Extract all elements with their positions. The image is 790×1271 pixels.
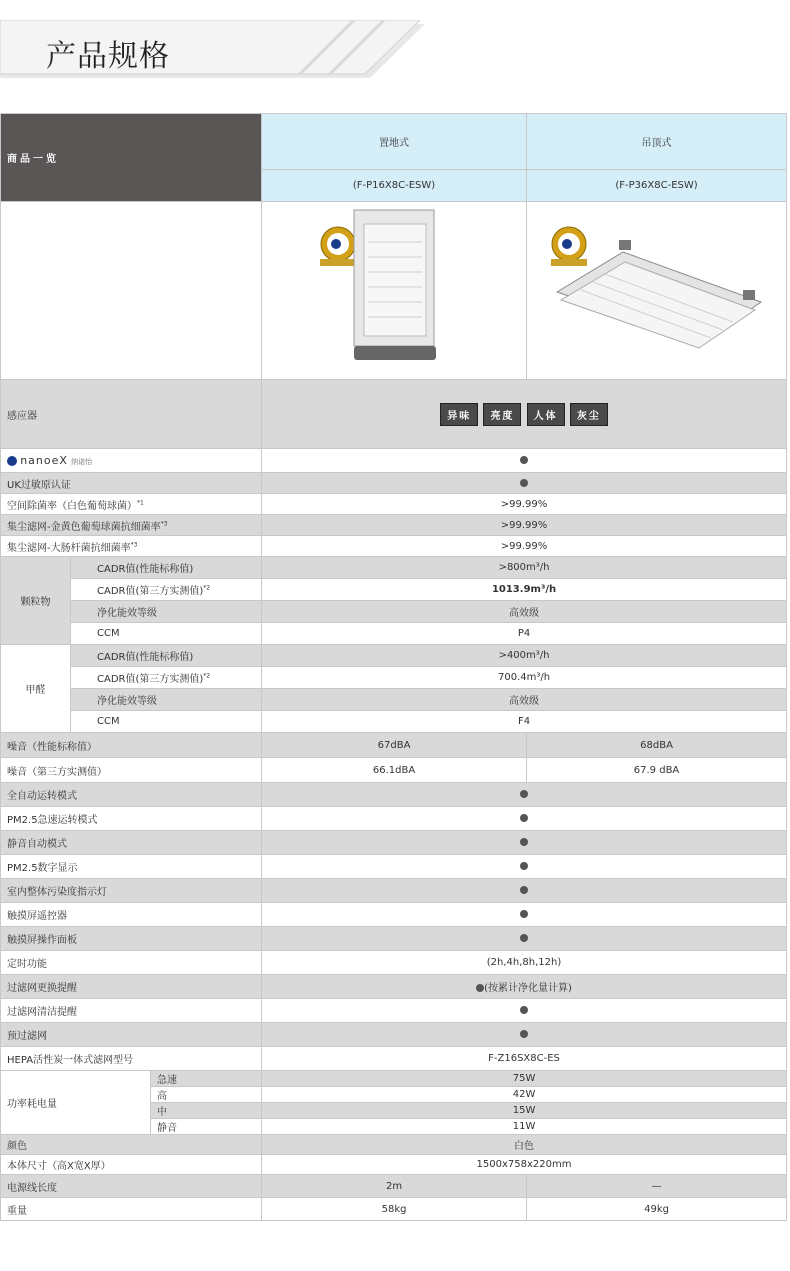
dot-icon [520,1030,528,1038]
formaldehyde-cadr-nominal-value: >400m³/h [262,645,787,667]
feature-quiet-auto-value [262,831,787,855]
dot-icon [520,814,528,822]
filter-staph-value: >99.99% [262,515,787,536]
formaldehyde-cadr-measured-value: 700.4m³/h [262,667,787,689]
dot-icon [520,790,528,798]
particles-cadr-measured-label: CADR值(第三方实测值)$^{*2}$ [71,579,262,601]
power-mode-high: 高 [151,1087,262,1103]
color-label: 颜色 [1,1135,262,1155]
feature-prefilter-label: 预过滤网 [1,1023,262,1047]
power-value-turbo: 75W [262,1071,787,1087]
nanoe-logo-sub: 纳诺怡 [71,458,93,466]
sensor-chip-human: 人体 [527,403,565,426]
sensor-chip-odor: 异味 [440,403,478,426]
col1-type: 置地式 [262,114,527,170]
weight-label: 重量 [1,1198,262,1221]
feature-prefilter-value [262,1023,787,1047]
weight-value-2: 49kg [527,1198,787,1221]
floor-product-image [262,202,527,380]
floor-purifier-illustration [268,202,533,376]
nanoe-logo-text: nanoeX [20,454,68,467]
feature-touch-panel-value [262,927,787,951]
feature-pm25-fast-value [262,807,787,831]
cord-label: 电源线长度 [1,1175,262,1198]
dot-icon [520,910,528,918]
particles-cadr-measured-value: 1013.9m³/h [262,579,787,601]
dot-icon [520,934,528,942]
spec-table [0,113,787,1221]
formaldehyde-efficiency-label: 净化能效等级 [71,689,262,711]
power-value-mid: 15W [262,1103,787,1119]
formaldehyde-cadr-nominal-label: CADR值(性能标称值) [71,645,262,667]
noise-measured-label: 噪音（第三方实测值） [1,758,262,783]
formaldehyde-ccm-value: F4 [262,711,787,733]
page-title: 产品规格 [46,39,170,74]
filter-ecoli-label: 集尘滤网-大肠杆菌抗细菌率$^{*3}$ [1,536,262,557]
feature-quiet-auto-label: 静音自动模式 [1,831,262,855]
feature-filter-replace-label: 过滤网更换提醒 [1,975,262,999]
filter-staph-label: 集尘滤网-金黄色葡萄球菌抗细菌率$^{*3}$ [1,515,262,536]
feature-pm25-display-label: PM2.5数字显示 [1,855,262,879]
dot-icon [476,984,484,992]
noise-nominal-value-1: 67dBA [262,733,527,758]
dot-icon [520,862,528,870]
noise-measured-value-2: 67.9 dBA [527,758,787,783]
formaldehyde-group-label: 甲醛 [1,645,71,733]
overview-header: 商品一览 [1,114,262,202]
power-value-quiet: 11W [262,1119,787,1135]
feature-touch-remote-value [262,903,787,927]
cord-value-2: — [527,1175,787,1198]
space-sterilization-label: 空间除菌率（白色葡萄球菌）$^{*1}$ [1,494,262,515]
uk-allergy-value [262,473,787,494]
power-mode-mid: 中 [151,1103,262,1119]
particles-ccm-label: CCM [71,623,262,645]
noise-nominal-value-2: 68dBA [527,733,787,758]
feature-filter-replace-value: (按累计净化量计算) [262,975,787,999]
feature-timer-label: 定时功能 [1,951,262,975]
feature-auto-mode-value [262,783,787,807]
nanoe-value [262,449,787,473]
nanoe-logo [1,449,262,473]
formaldehyde-ccm-label: CCM [71,711,262,733]
weight-value-1: 58kg [262,1198,527,1221]
feature-pm25-fast-label: PM2.5急速运转模式 [1,807,262,831]
dot-icon [520,886,528,894]
particles-ccm-value: P4 [262,623,787,645]
dot-icon [520,838,528,846]
sensor-chip-dust: 灰尘 [570,403,608,426]
feature-filter-clean-value [262,999,787,1023]
feature-pollution-indicator-label: 室内整体污染度指示灯 [1,879,262,903]
ceiling-product-image [527,202,787,380]
feature-hepa-model-label: HEPA活性炭一体式滤网型号 [1,1047,262,1071]
nanoe-icon [7,456,17,466]
noise-nominal-label: 噪音（性能标称值） [1,733,262,758]
particles-efficiency-value: 高效级 [262,601,787,623]
dot-icon [520,479,528,487]
sensor-chip-brightness: 亮度 [483,403,521,426]
power-label: 功率耗电量 [1,1071,151,1135]
particles-group-label: 颗粒物 [1,557,71,645]
cord-value-1: 2m [262,1175,527,1198]
col2-model: (F-P36X8C-ESW) [527,170,787,202]
feature-pm25-display-value [262,855,787,879]
space-sterilization-value: >99.99% [262,494,787,515]
col1-model: (F-P16X8C-ESW) [262,170,527,202]
feature-pollution-indicator-value [262,879,787,903]
formaldehyde-cadr-measured-label: CADR值(第三方实测值)$^{*2}$ [71,667,262,689]
feature-filter-clean-label: 过滤网清洁提醒 [1,999,262,1023]
feature-touch-panel-label: 触摸屏操作面板 [1,927,262,951]
ceiling-purifier-illustration [533,202,790,376]
uk-allergy-label: UK过敏原认证 [1,473,262,494]
dot-icon [520,1006,528,1014]
power-value-high: 42W [262,1087,787,1103]
particles-cadr-nominal-value: >800m³/h [262,557,787,579]
dot-icon [520,456,528,464]
particles-cadr-nominal-label: CADR值(性能标称值) [71,557,262,579]
power-mode-quiet: 静音 [151,1119,262,1135]
particles-efficiency-label: 净化能效等级 [71,601,262,623]
feature-hepa-model-value: F-Z16SX8C-ES [262,1047,787,1071]
size-value: 1500x758x220mm [262,1155,787,1175]
feature-timer-value: (2h,4h,8h,12h) [262,951,787,975]
power-mode-turbo: 急速 [151,1071,262,1087]
image-label-cell [1,202,262,380]
noise-measured-value-1: 66.1dBA [262,758,527,783]
size-label: 本体尺寸（高X宽X厚） [1,1155,262,1175]
filter-ecoli-value: >99.99% [262,536,787,557]
col2-type: 吊顶式 [527,114,787,170]
feature-touch-remote-label: 触摸屏遥控器 [1,903,262,927]
formaldehyde-efficiency-value: 高效级 [262,689,787,711]
feature-auto-mode-label: 全自动运转模式 [1,783,262,807]
sensor-chips [262,380,787,449]
color-value: 白色 [262,1135,787,1155]
sensor-label: 感应器 [1,380,262,449]
